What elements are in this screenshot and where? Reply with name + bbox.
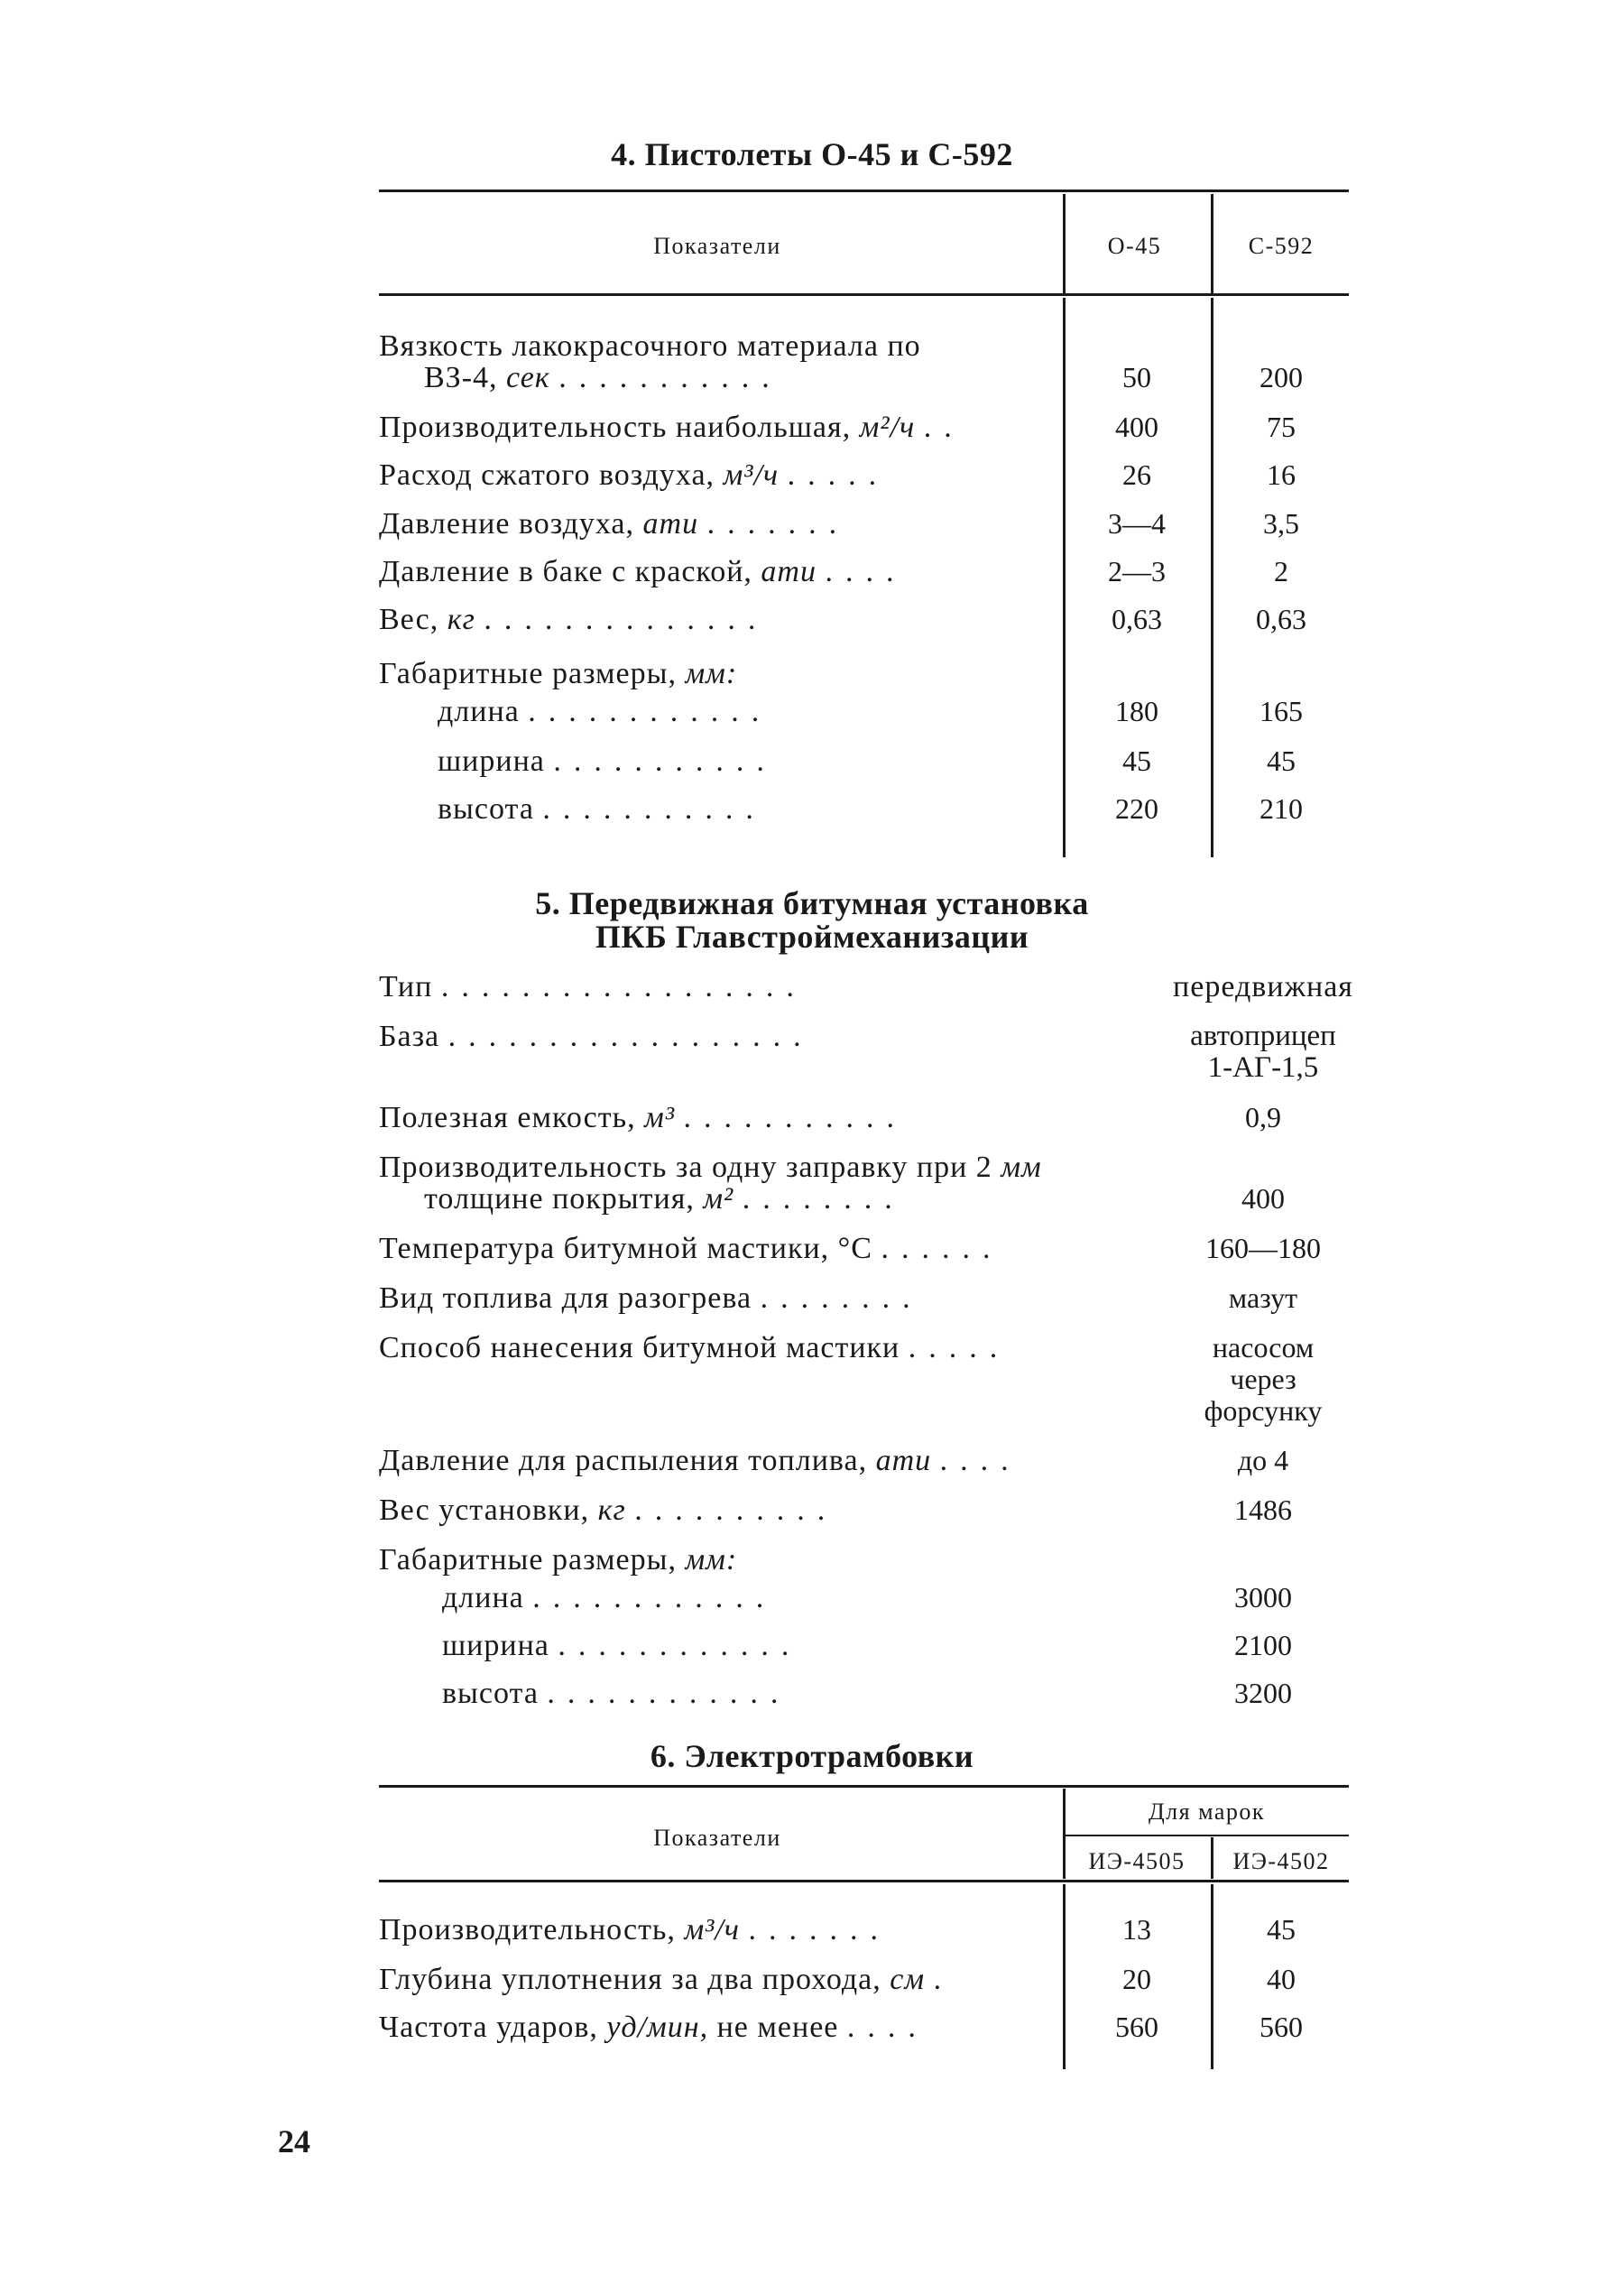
- table6-cell-1: 560: [1115, 2011, 1158, 2043]
- table6-title: 6. Электротрамбовки: [650, 1738, 974, 1774]
- table4-row-label: Производительность наибольшая, м²/ч ..: [379, 411, 964, 444]
- section5-row-label: Производительность за одну заправку при 2 мм: [379, 1151, 1042, 1184]
- section5-row-label: Способ нанесения битумной мастики .....: [379, 1331, 1010, 1364]
- table4-cell-o45: 50: [1122, 361, 1151, 393]
- section5-value: передвижная: [1173, 970, 1353, 1003]
- table4-cell-c592: 16: [1267, 458, 1296, 491]
- table4-dim-label: длина ............: [438, 695, 772, 728]
- section5-value: насосом: [1212, 1331, 1315, 1364]
- section5-row-label: Давление для распыления топлива, ати ....: [379, 1444, 1021, 1477]
- table6-header-rule: [379, 1880, 1349, 1882]
- table4-row-label: Расход сжатого воздуха, м³/ч .....: [379, 458, 890, 492]
- section5-dim-label: высота ............: [442, 1677, 791, 1710]
- table4-cell-c592: 45: [1267, 744, 1296, 777]
- section5-title-line1: 5. Передвижная битумная установка: [535, 885, 1089, 921]
- table6-header-col2: ИЭ-4502: [1232, 1848, 1330, 1874]
- table4-row-label: Давление воздуха, ати .......: [379, 507, 850, 541]
- table4-cell-o45: 180: [1115, 695, 1158, 727]
- table6-cell-1: 13: [1122, 1913, 1151, 1946]
- section5-value: 1486: [1234, 1493, 1292, 1526]
- table6-top-rule: [379, 1785, 1349, 1788]
- table4-dim-label: высота ...........: [438, 792, 766, 826]
- table4-cell-c592: 200: [1260, 361, 1303, 393]
- table6-header-col1: ИЭ-4505: [1088, 1848, 1186, 1874]
- table6-header-divider-2: [1211, 1837, 1213, 1879]
- table6-header-group: Для марок: [1148, 1799, 1266, 1825]
- table4-cell-c592: 2: [1274, 555, 1288, 587]
- table4-cell-c592: 165: [1260, 695, 1303, 727]
- section5-value: 2100: [1234, 1629, 1292, 1661]
- table4-cell-o45: 3—4: [1108, 507, 1166, 540]
- page-number: 24: [278, 2123, 310, 2159]
- table6-cell-2: 45: [1267, 1913, 1296, 1946]
- table6-cell-2: 40: [1267, 1963, 1296, 1995]
- section5-row-label: База ..................: [379, 1020, 814, 1053]
- section5-dims-label: Габаритные размеры, мм:: [379, 1543, 738, 1577]
- table4-cell-o45: 45: [1122, 744, 1151, 777]
- table6-header-indicators: Показатели: [653, 1825, 781, 1851]
- table4-row-label: Вязкость лакокрасочного материала по: [379, 329, 921, 363]
- section5-row-label: Вид топлива для разогрева ........: [379, 1281, 923, 1315]
- table4-cell-o45: 26: [1122, 458, 1151, 491]
- table4-cell-c592: 75: [1267, 411, 1296, 443]
- table4-cell-c592: 210: [1260, 792, 1303, 825]
- section5-value-cont: 1-АГ-1,5: [1207, 1051, 1319, 1084]
- table4-dims-label: Габаритные размеры, мм:: [379, 657, 738, 690]
- table4-header-rule: [379, 293, 1349, 296]
- section5-value: автоприцеп: [1190, 1020, 1336, 1052]
- section5-row-label: Полезная емкость, м³ ...........: [379, 1101, 908, 1134]
- table4-cell-c592: 0,63: [1256, 603, 1306, 635]
- table4-row-label-cont: ВЗ-4, сек ...........: [424, 361, 782, 394]
- section5-value-cont: через: [1230, 1363, 1296, 1395]
- section5-value: до 4: [1237, 1444, 1289, 1476]
- section5-title-line2: ПКБ Главстроймеханизации: [595, 919, 1029, 955]
- section5-value: 160—180: [1205, 1232, 1321, 1264]
- section5-value: 3200: [1234, 1677, 1292, 1709]
- table6-header-group-rule: [1065, 1835, 1349, 1836]
- table4-title: 4. Пистолеты О-45 и С-592: [611, 136, 1013, 172]
- table6-header-divider-1: [1063, 1789, 1066, 1879]
- table4-row-label: Вес, кг ..............: [379, 603, 769, 636]
- table4-cell-c592: 3,5: [1263, 507, 1299, 540]
- table4-cell-o45: 400: [1115, 411, 1158, 443]
- table4-cell-o45: 0,63: [1112, 603, 1162, 635]
- section5-value-cont: форсунку: [1204, 1394, 1323, 1427]
- section5-dim-label: ширина ............: [442, 1629, 802, 1662]
- table6-cell-1: 20: [1122, 1963, 1151, 1995]
- table4-header-divider-2: [1211, 194, 1213, 293]
- table6-cell-2: 560: [1260, 2011, 1303, 2043]
- table4-row-label: Давление в баке с краской, ати ....: [379, 555, 907, 588]
- section5-row-label: Вес установки, кг ..........: [379, 1493, 838, 1527]
- table4-cell-o45: 2—3: [1108, 555, 1166, 587]
- section5-row-label-cont: толщине покрытия, м² ........: [424, 1182, 905, 1216]
- table6-row-label: Частота ударов, уд/мин, не менее ....: [379, 2011, 928, 2044]
- table4-top-rule: [379, 190, 1349, 192]
- section5-value: 0,9: [1245, 1101, 1281, 1133]
- table4-header-divider-1: [1063, 194, 1066, 293]
- section5-row-label: Тип ..................: [379, 970, 807, 1003]
- table4-dim-label: ширина ...........: [438, 744, 777, 778]
- table4-cell-o45: 220: [1115, 792, 1158, 825]
- table4-header-o45: О-45: [1107, 233, 1162, 259]
- table6-row-label: Глубина уплотнения за два прохода, см .: [379, 1963, 955, 1996]
- section5-value: 400: [1241, 1182, 1285, 1215]
- section5-dim-label: длина ............: [442, 1581, 777, 1614]
- section5-row-label: Температура битумной мастики, °С ......: [379, 1232, 1003, 1265]
- table4-header-indicators: Показатели: [653, 233, 781, 259]
- section5-value: 3000: [1234, 1581, 1292, 1614]
- table6-row-label: Производительность, м³/ч .......: [379, 1913, 890, 1946]
- table4-header-c592: С-592: [1248, 233, 1315, 259]
- section5-value: мазут: [1228, 1281, 1298, 1314]
